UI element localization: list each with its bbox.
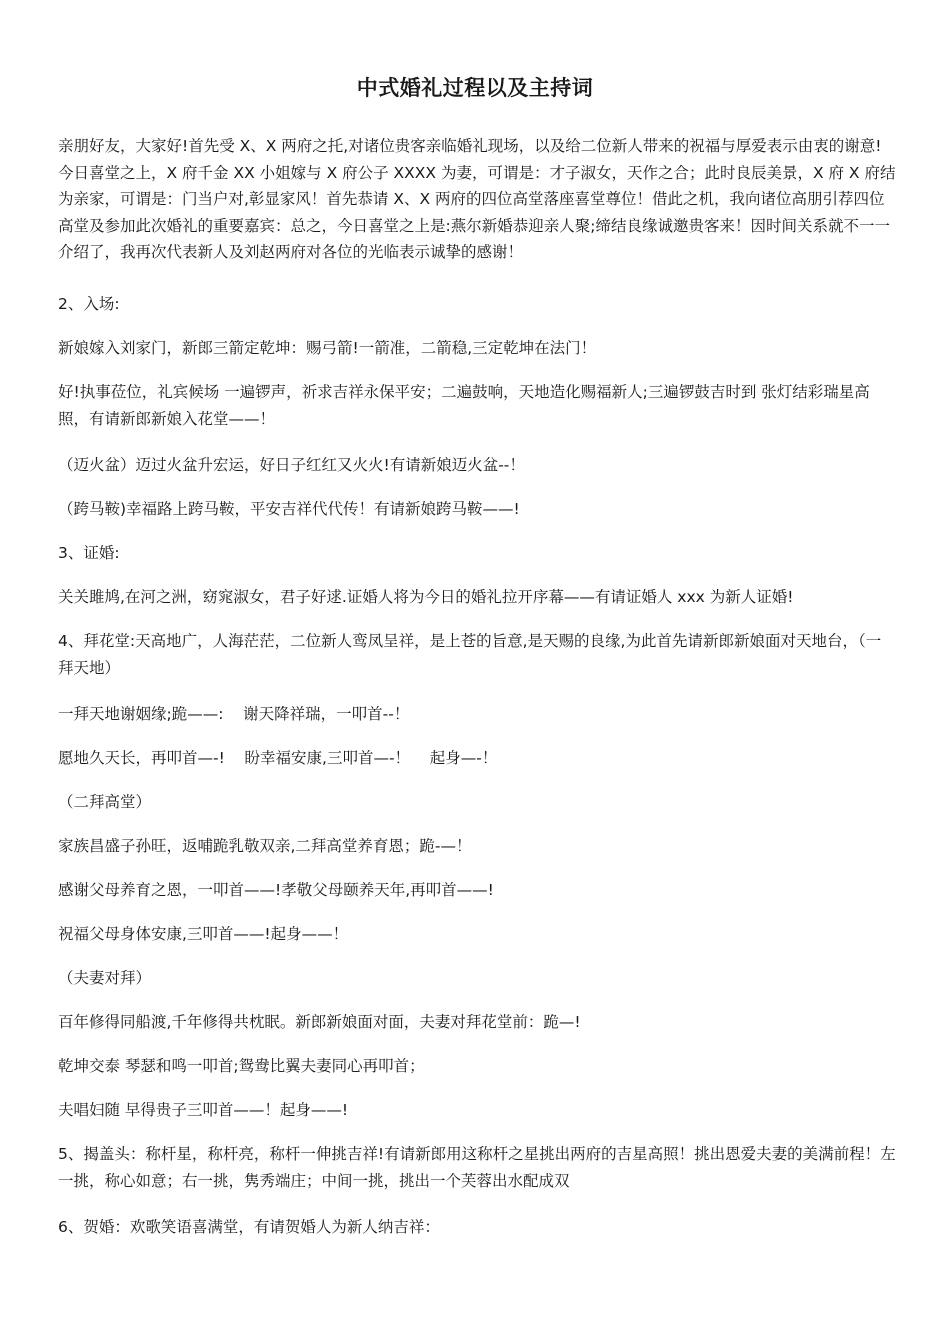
paragraph: 夫唱妇随 早得贵子三叩首——！起身——! <box>58 1101 349 1119</box>
paragraph: 一拜天地谢姻缘;跪——: 谢天降祥瑞，一叩首--！ <box>58 705 410 723</box>
paragraph-heading-witness: 3、证婚: <box>58 544 120 562</box>
paragraph: 祝福父母身体安康,三叩首——!起身——！ <box>58 925 349 943</box>
paragraph: （迈火盆）迈过火盆升宏运，好日子红红又火火!有请新娘迈火盆--！ <box>58 456 525 474</box>
paragraph: 家族昌盛子孙旺，返哺跪乳敬双亲,二拜高堂养育恩；跪-—！ <box>58 837 472 855</box>
paragraph: 关关雎鸠,在河之洲，窈窕淑女，君子好逑.证婚人将为今日的婚礼拉开序幕——有请证婚人 xxx 为新人证婚! <box>58 588 794 606</box>
paragraph: 感谢父母养育之恩，一叩首——!孝敬父母颐养天年,再叩首——! <box>58 881 494 899</box>
paragraph-opening: 亲朋好友，大家好!首先受 X、X 两府之托,对诸位贵客亲临婚礼现场，以及给二位新人带来的祝福与厚爱表示由衷的谢意!今日喜堂之上，X 府千金 XX 小姐嫁与 X 府公子 XXXX 为妻，可谓是：才子淑女，天作之合；此时良辰美景，X 府 X 府结为亲家，可谓是：门当户对,彰显家风！首先恭请 X、X 两府的四位高堂落座喜堂尊位！借此之机，我向诸位高朋引荐四位高堂及参加此次婚礼的重要嘉宾：总之，今日喜堂之上是:燕尔新婚恭迎亲人聚;缔结良缘诚邀贵客来！因时间关系就不一一介绍了，我再次代表新人及刘赵两府对各位的光临表示诚挚的感谢！ <box>58 137 896 261</box>
document-title: 中式婚礼过程以及主持词 <box>356 76 594 100</box>
paragraph-heading-veil: 5、揭盖头：称杆星，称杆亮，称杆一伸挑吉祥!有请新郎用这称杆之星挑出两府的吉星高照！挑出恩爱夫妻的美满前程！左一挑，称心如意；右一挑，隽秀端庄；中间一挑，挑出一个芙蓉出水配成双 <box>58 1145 896 1190</box>
paragraph: （跨马鞍)幸福路上跨马鞍，平安吉祥代代传！有请新娘跨马鞍——! <box>58 500 520 518</box>
paragraph-subheading: （夫妻对拜） <box>58 969 152 987</box>
paragraph-subheading: （二拜高堂） <box>58 793 152 811</box>
paragraph: 愿地久天长，再叩首—-! 盼幸福安康,三叩首—-！ 起身—-！ <box>58 749 498 767</box>
paragraph-heading-blessing: 6、贺婚：欢歌笑语喜满堂，有请贺婚人为新人纳吉祥： <box>58 1218 440 1236</box>
paragraph: 新娘嫁入刘家门，新郎三箭定乾坤：赐弓箭!一箭准，二箭稳,三定乾坤在法门！ <box>58 339 597 357</box>
paragraph-heading-worship: 4、拜花堂:天高地广，人海茫茫，二位新人鸾凤呈祥，是上苍的旨意,是天赐的良缘,为此首先请新郎新娘面对天地台，（一拜天地） <box>58 632 882 677</box>
paragraph: 好!执事莅位，礼宾候场 一遍锣声，祈求吉祥永保平安；二遍鼓响，天地造化赐福新人;三遍锣鼓吉时到 张灯结彩瑞星高照，有请新郎新娘入花堂——！ <box>58 383 870 428</box>
paragraph: 百年修得同船渡,千年修得共枕眠。新郎新娘面对面，夫妻对拜花堂前：跪—! <box>58 1013 581 1031</box>
paragraph: 乾坤交泰 琴瑟和鸣一叩首;鸳鸯比翼夫妻同心再叩首； <box>58 1057 425 1075</box>
paragraph-heading-entrance: 2、入场: <box>58 295 120 313</box>
